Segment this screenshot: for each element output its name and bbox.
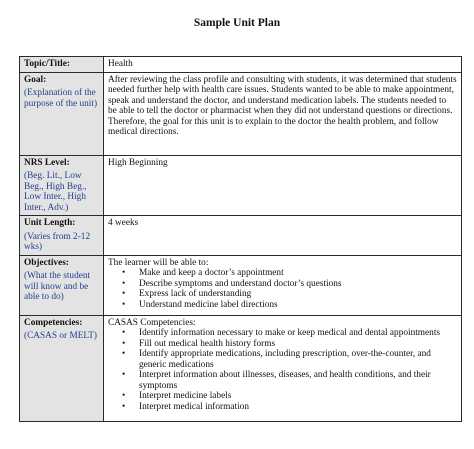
- competencies-sublabel: (CASAS or MELT): [24, 331, 98, 341]
- list-item: • Make and keep a doctor’s appointment: [139, 268, 457, 279]
- length-value: 4 weeks: [108, 218, 139, 228]
- unit-plan-table: [19, 56, 462, 422]
- competencies-intro: CASAS Competencies:: [108, 317, 196, 328]
- list-item: • Interpret information about illnesses, diseases, and health conditions, and their symptoms: [139, 370, 457, 391]
- list-item: • Identify appropriate medications, including prescription, over-the-counter, and generic medications: [139, 349, 457, 370]
- nrs-label-cell: [20, 155, 104, 216]
- objectives-label-cell: [20, 255, 104, 315]
- table-row-length: [20, 216, 462, 256]
- goal-label-cell: [20, 72, 104, 155]
- objectives-label: Objectives:: [24, 257, 69, 268]
- length-value-cell: [104, 216, 462, 256]
- nrs-value-cell: [104, 155, 462, 216]
- length-label-cell: [20, 216, 104, 256]
- objectives-intro: The learner will be able to:: [108, 257, 209, 268]
- topic-value: Health: [108, 59, 133, 69]
- competencies-value-cell: [104, 315, 462, 421]
- table-row-goal: [20, 72, 462, 155]
- list-item: • Fill out medical health history forms: [139, 339, 457, 350]
- competencies-list: [108, 328, 457, 412]
- nrs-value: High Beginning: [108, 157, 168, 168]
- length-sublabel: (Varies from 2-12 wks): [24, 231, 91, 252]
- list-item: • Describe symptoms and understand doctor’s questions: [139, 279, 457, 290]
- nrs-sublabel: (Beg. Lit., Low Beg., High Beg., Low Inter., High Inter., Adv.): [24, 171, 87, 213]
- list-item: • Interpret medicine labels: [139, 391, 457, 402]
- objectives-list: [108, 268, 457, 310]
- list-item: • Identify information necessary to make or keep medical and dental appointments: [139, 328, 457, 339]
- list-item: • Express lack of understanding: [139, 289, 457, 300]
- objectives-sublabel: (What the student will know and be able to do): [24, 271, 91, 302]
- competencies-label: Competencies:: [24, 317, 83, 328]
- topic-label: Topic/Title:: [24, 59, 70, 69]
- nrs-label: NRS Level:: [24, 157, 70, 168]
- table-row-topic: [20, 57, 462, 73]
- table-row-competencies: [20, 315, 462, 421]
- topic-value-cell: [104, 57, 462, 73]
- goal-value: After reviewing the class profile and consulting with students, it was determined that students needed further help with health care issues. Students wanted to be able to make appointment, speak and understand the doctor, and understand medication labels. The students needed to be able to tell the doctor or pharmacist when they did not understand questions or directions. Therefore, the goal for this unit is to explain to the doctor the health problem, and follow medical directions.: [108, 74, 457, 137]
- table-row-nrs: [20, 155, 462, 216]
- topic-label-cell: [20, 57, 104, 73]
- table-row-objectives: [20, 255, 462, 315]
- page-title: Sample Unit Plan: [193, 17, 281, 29]
- goal-sublabel: (Explanation of the purpose of the unit): [24, 88, 98, 109]
- length-label: Unit Length:: [24, 218, 76, 228]
- objectives-value-cell: [104, 255, 462, 315]
- goal-value-cell: [104, 72, 462, 155]
- goal-label: Goal:: [24, 74, 47, 85]
- list-item: • Interpret medical information: [139, 402, 457, 413]
- list-item: • Understand medicine label directions: [139, 300, 457, 311]
- competencies-label-cell: [20, 315, 104, 421]
